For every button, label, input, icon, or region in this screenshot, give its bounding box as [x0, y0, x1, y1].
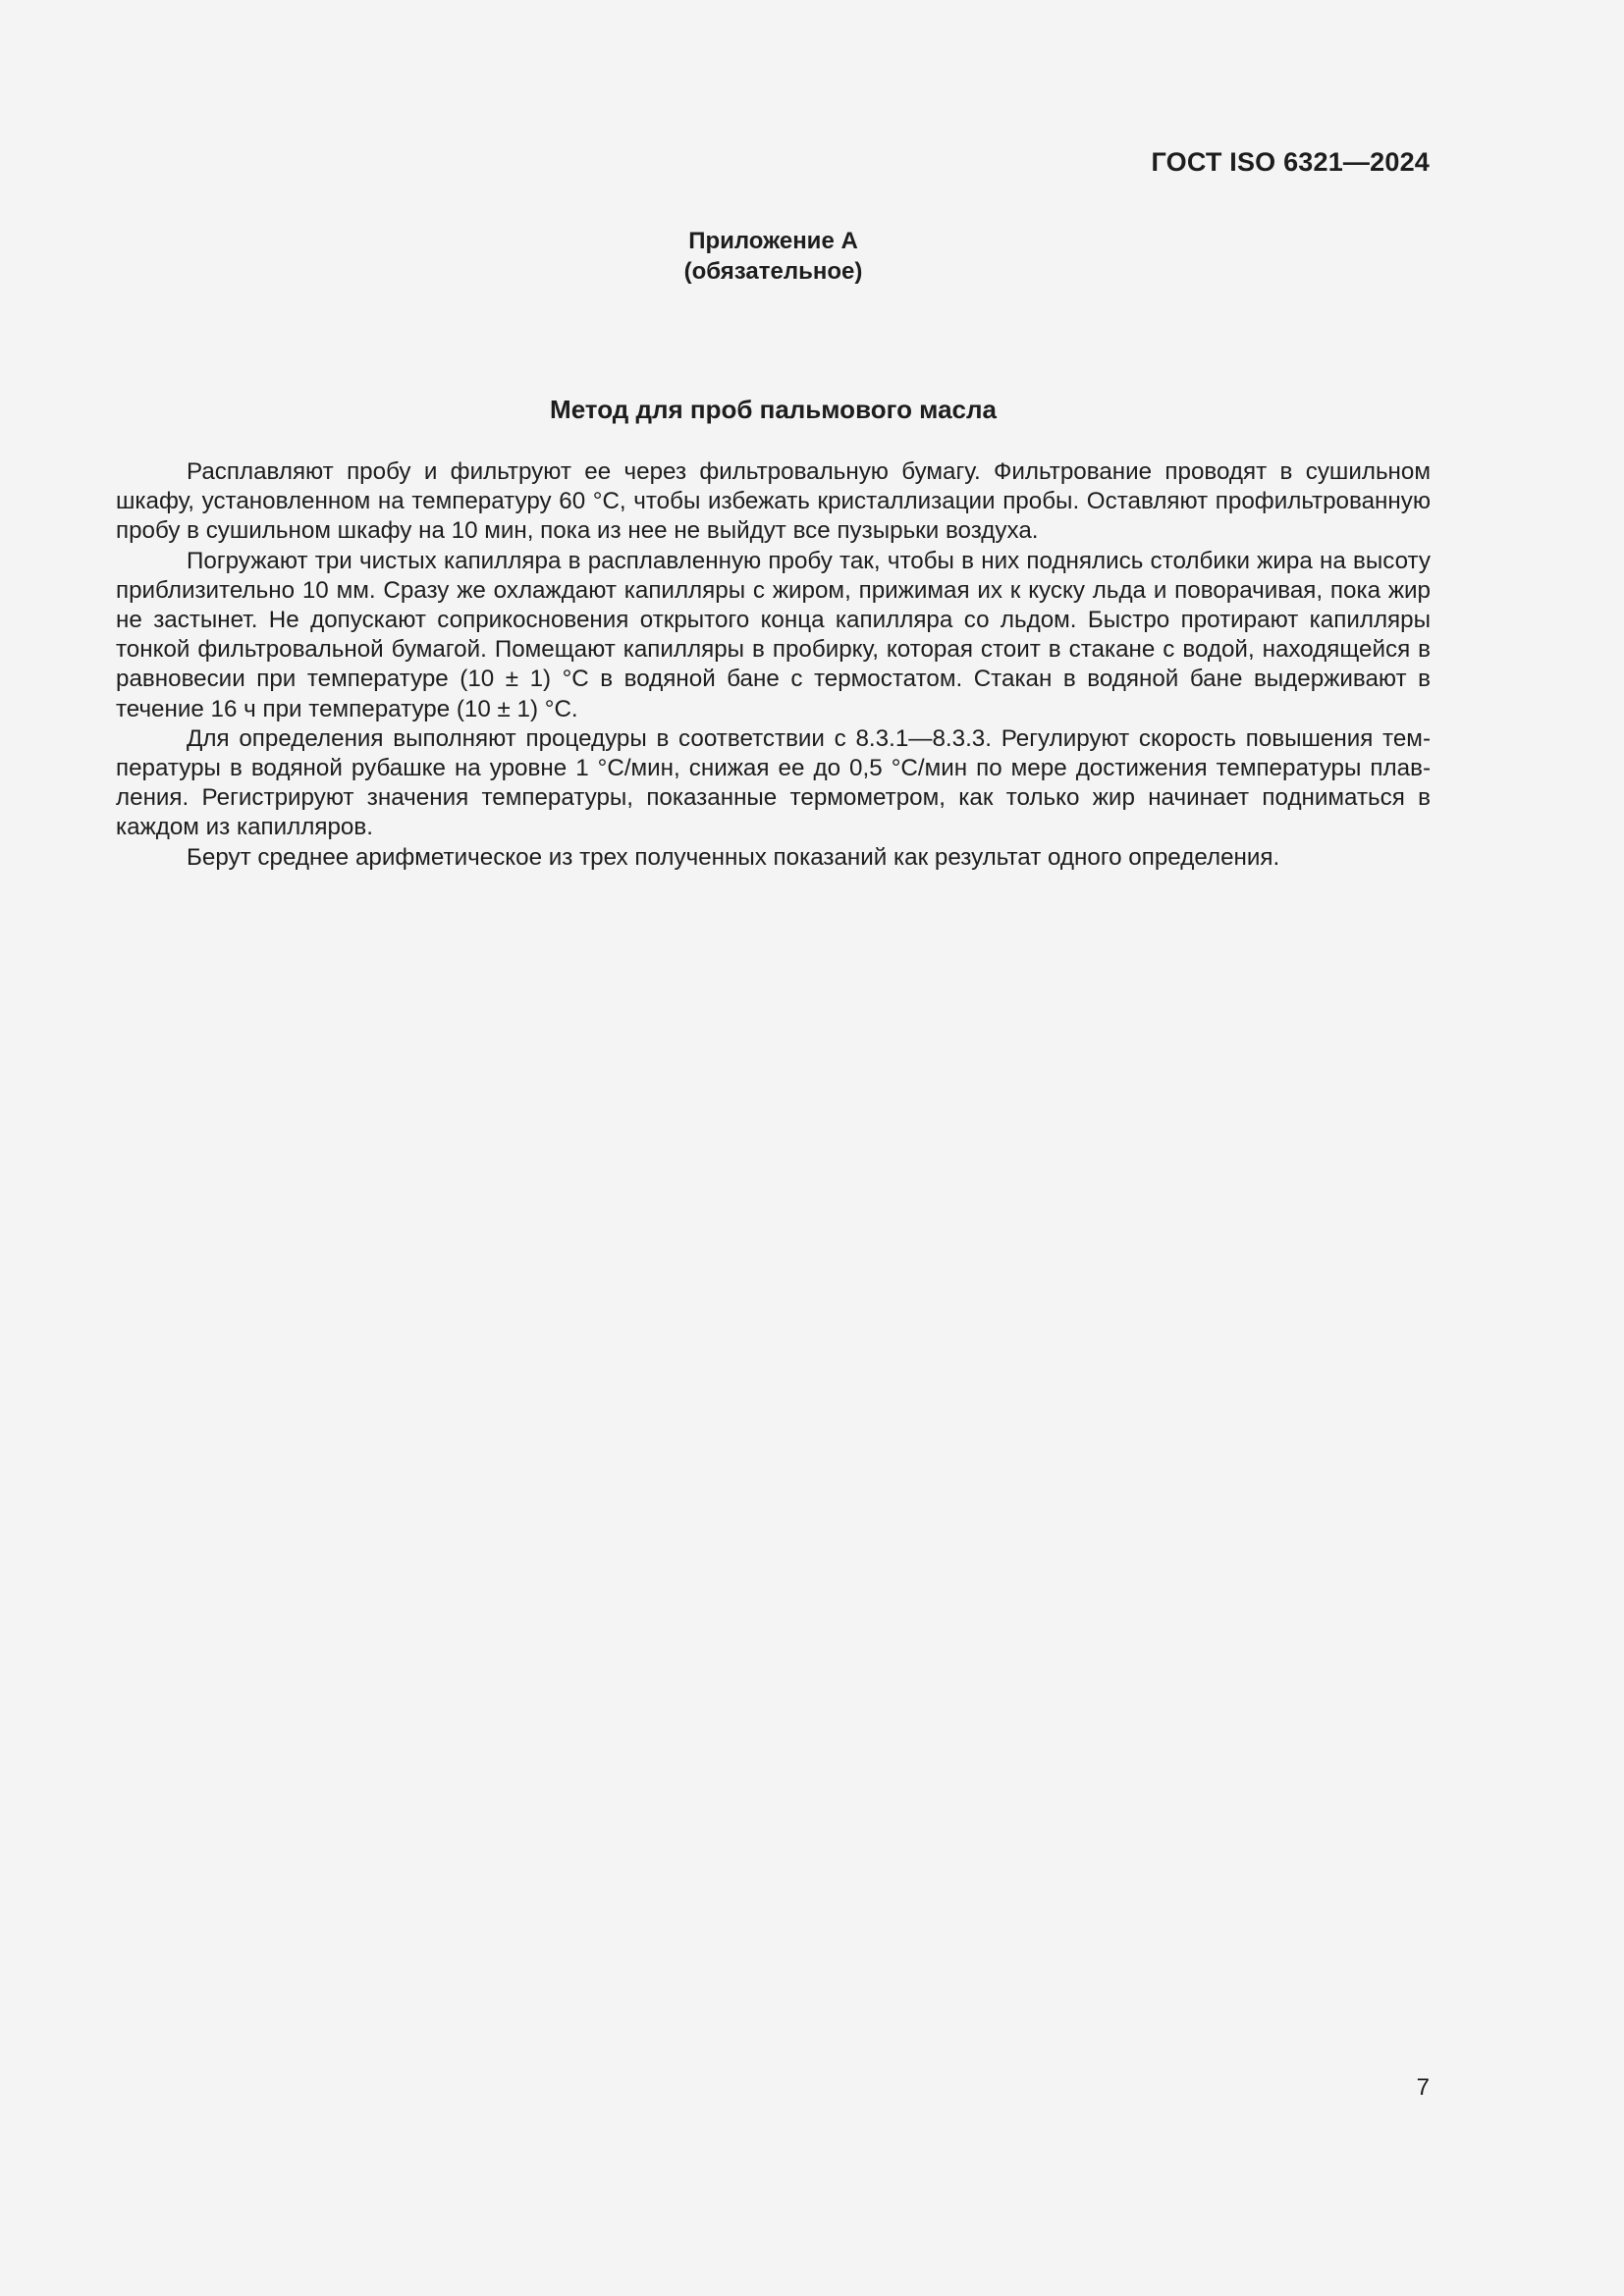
body-text [116, 457, 1431, 873]
paragraph: Погружают три чистых капилляра в расплавленную пробу так, чтобы в них поднялись столбики жира на высоту приблизительно 10 мм. Сразу же охлаждают капилляры с жиром, прижимая их к куску льда и поворачивая, пока жир не застынет. Не допускают соприкосновения открытого конца капилляра со льдом. Быстро протирают капилляры тонкой фильтровальной бумагой. Помещают капилляры в пробирку, которая стоит в стакане с водой, находящейся в равновесии при температуре (10 ± 1) °С в водяной бане с термостатом. Стакан в водяной бане выдерживают в течение 16 ч при температуре (10 ± 1) °С. [116, 547, 1431, 722]
paragraph: Расплавляют пробу и фильтруют ее через фильтровальную бумагу. Фильтрование проводят в сушильном шкафу, установленном на температуру 60 °С, чтобы избежать кристаллизации пробы. Оставляют профильтрованную пробу в сушильном шкафу на 10 мин, пока из нее не выйдут все пузырьки воздуха. [116, 458, 1431, 545]
appendix-title: Приложение А [688, 228, 858, 254]
paragraph: Берут среднее арифметическое из трех полученных показаний как результат одного определения. [187, 843, 1280, 871]
paragraph: Для определения выполняют процедуры в соответствии с 8.3.1—8.3.3. Регулируют скорость повышения температуры в водяной рубашке на уровне 1 °С/мин, снижая ее до 0,5 °С/мин по мере достижения температуры плавления. Регистрируют значения температуры, показанные термометром, как только жир начинает подниматься в каждом из капилляров. [116, 724, 1431, 841]
appendix-heading [0, 226, 1546, 287]
section-title: Метод для проб пальмового масла [550, 395, 997, 424]
document-code: ГОСТ ISO 6321—2024 [1151, 147, 1430, 177]
page-number: 7 [1416, 2074, 1430, 2101]
appendix-status: (обязательное) [683, 258, 863, 285]
